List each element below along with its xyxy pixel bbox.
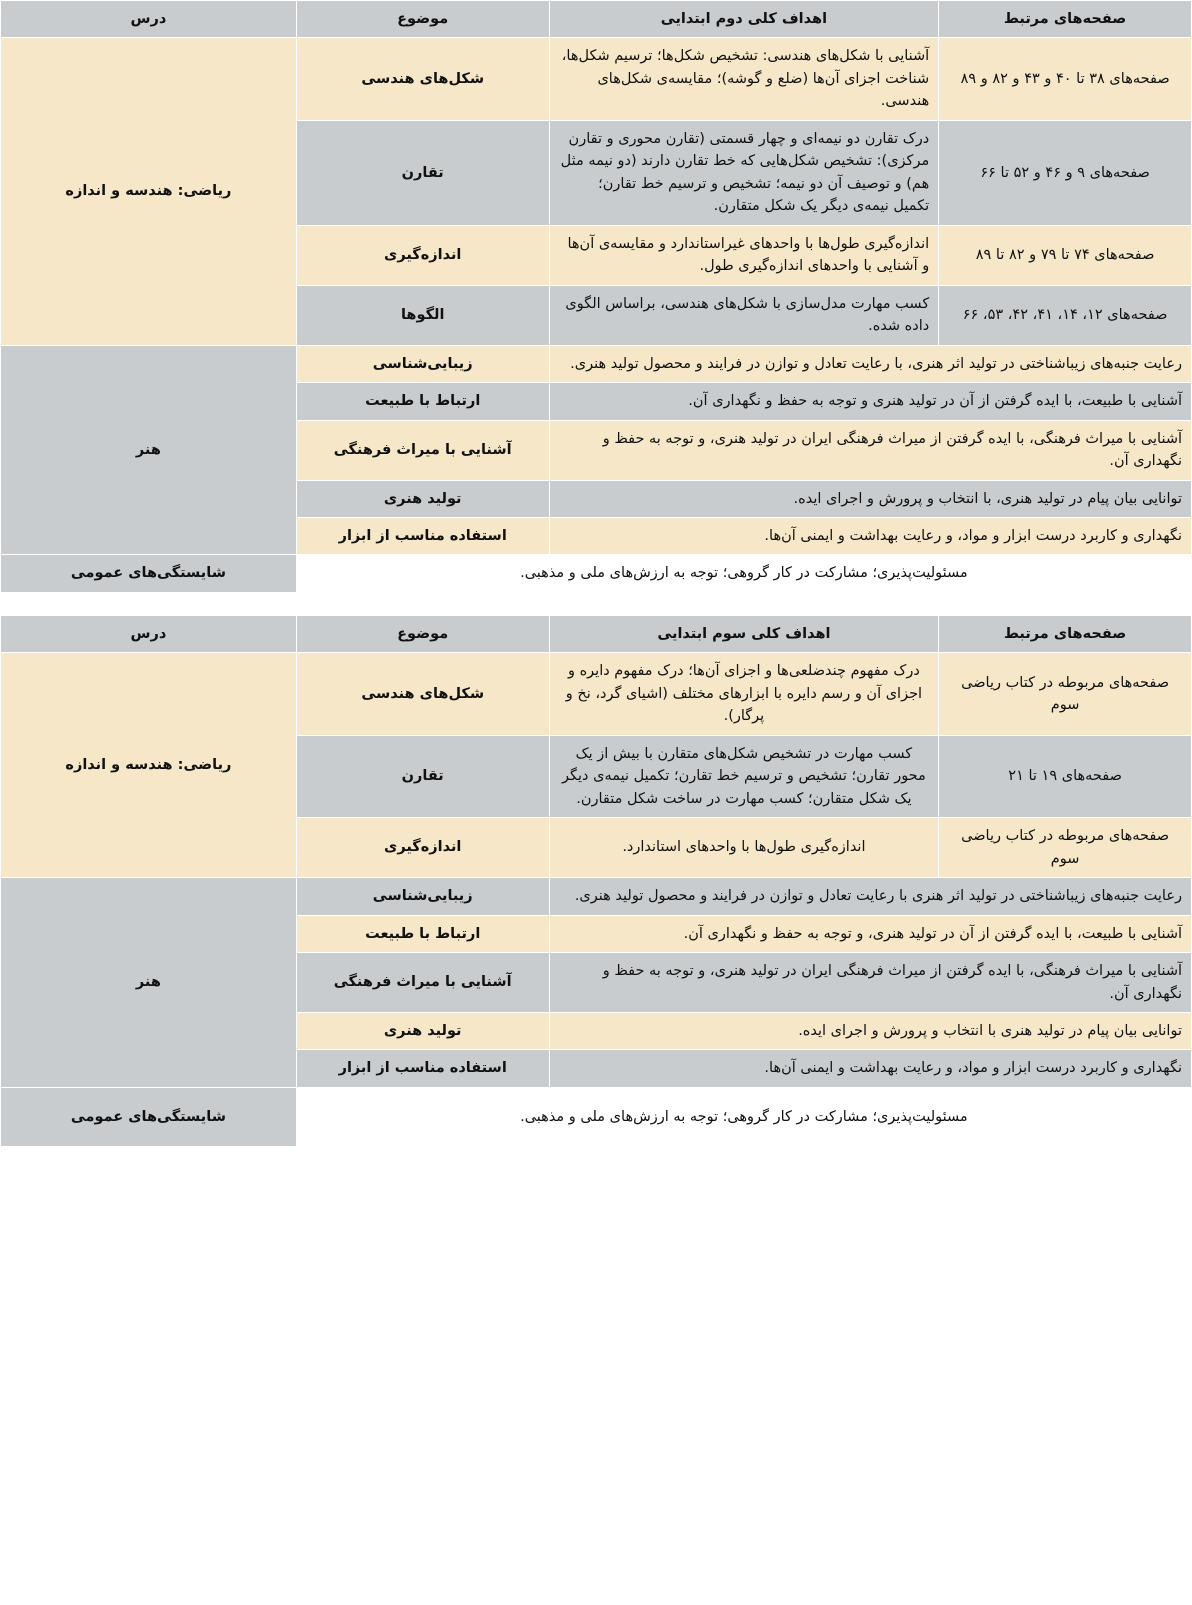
table-row (1, 38, 1192, 120)
cell-topic: اندازه‌گیری (296, 225, 549, 285)
header-goals: اهداف کلی سوم ابتدایی (549, 615, 939, 652)
table-row (1, 345, 1192, 382)
cell-goals: درک تقارن دو نیمه‌ای و چهار قسمتی (تقارن محوری و تقارن مرکزی): تشخیص شکل‌هایی که خط تقارن دارند (دو نیمه مثل هم) و توصیف آن دو نیمه؛ تشخیص و ترسیم خط تقارن؛ تکمیل نیمه‌ی دیگر یک شکل متقارن. (549, 120, 939, 225)
cell-topic: آشنایی با میراث فرهنگی (296, 953, 549, 1013)
cell-goals: آشنایی با شکل‌های هندسی: تشخیص شکل‌ها؛ ترسیم شکل‌ها، شناخت اجزای آن‌ها (ضلع و گوشه)؛ مقایسه‌ی شکل‌های هندسی. (549, 38, 939, 120)
cell-topic: زیبایی‌شناسی (296, 345, 549, 382)
competency-text: مسئولیت‌پذیری؛ مشارکت در کار گروهی؛ توجه به ارزش‌های ملی و مذهبی. (296, 1087, 1191, 1146)
cell-topic: زیبایی‌شناسی (296, 878, 549, 915)
cell-pages: صفحه‌های ۹ و ۴۶ و ۵۲ تا ۶۶ (939, 120, 1192, 225)
cell-topic: استفاده مناسب از ابزار (296, 517, 549, 554)
cell-goals: توانایی بیان پیام در تولید هنری، با انتخاب و پرورش و اجرای ایده. (549, 480, 1191, 517)
cell-topic: شکل‌های هندسی (296, 38, 549, 120)
cell-goals: اندازه‌گیری طول‌ها با واحدهای استاندارد. (549, 818, 939, 878)
competency-label: شایستگی‌های عمومی (1, 1087, 297, 1146)
table-header-row (1, 615, 1192, 652)
cell-goals: رعایت جنبه‌های زیباشناختی در تولید اثر هنری، با رعایت تعادل و توازن در فرایند و محصول تولید هنری. (549, 345, 1191, 382)
header-goals: اهداف کلی دوم ابتدایی (549, 1, 939, 38)
header-pages: صفحه‌های مرتبط (939, 1, 1192, 38)
cell-topic: تقارن (296, 735, 549, 817)
cell-topic: ارتباط با طبیعت (296, 915, 549, 952)
cell-topic: تولید هنری (296, 480, 549, 517)
table-row (1, 653, 1192, 735)
cell-lesson-math: ریاضی: هندسه و اندازه (1, 38, 297, 345)
competency-label: شایستگی‌های عمومی (1, 555, 297, 592)
cell-goals: کسب مهارت در تشخیص شکل‌های متقارن با بیش از یک محور تقارن؛ تشخیص و ترسیم خط تقارن؛ تکمیل نیمه‌ی دیگر یک شکل متقارن؛ کسب مهارت در ساخت شکل متقارن. (549, 735, 939, 817)
cell-pages: صفحه‌های مربوطه در کتاب ریاضی سوم (939, 818, 1192, 878)
cell-topic: تقارن (296, 120, 549, 225)
header-topic: موضوع (296, 1, 549, 38)
curriculum-table-grade-three (0, 615, 1192, 1148)
cell-topic: استفاده مناسب از ابزار (296, 1050, 549, 1087)
cell-topic: اندازه‌گیری (296, 818, 549, 878)
cell-topic: الگوها (296, 285, 549, 345)
table-separator (0, 593, 1192, 615)
header-lesson: درس (1, 615, 297, 652)
table-row (1, 878, 1192, 915)
cell-topic: شکل‌های هندسی (296, 653, 549, 735)
cell-topic: ارتباط با طبیعت (296, 383, 549, 420)
competency-row (1, 1087, 1192, 1146)
header-topic: موضوع (296, 615, 549, 652)
header-lesson: درس (1, 1, 297, 38)
competency-text: مسئولیت‌پذیری؛ مشارکت در کار گروهی؛ توجه به ارزش‌های ملی و مذهبی. (296, 555, 1191, 592)
cell-goals: رعایت جنبه‌های زیباشناختی در تولید اثر هنری با رعایت تعادل و توازن در فرایند و محصول تولید هنری. (549, 878, 1191, 915)
table-header-row (1, 1, 1192, 38)
cell-pages: صفحه‌های مربوطه در کتاب ریاضی سوم (939, 653, 1192, 735)
cell-goals: آشنایی با طبیعت، با ایده گرفتن از آن در تولید هنری، و توجه به حفظ و نگهداری آن. (549, 915, 1191, 952)
cell-lesson-art: هنر (1, 345, 297, 555)
header-pages: صفحه‌های مرتبط (939, 615, 1192, 652)
cell-pages: صفحه‌های ۳۸ تا ۴۰ و ۴۳ و ۸۲ و ۸۹ (939, 38, 1192, 120)
cell-goals: توانایی بیان پیام در تولید هنری با انتخاب و پرورش و اجرای ایده. (549, 1013, 1191, 1050)
cell-pages: صفحه‌های ۷۴ تا ۷۹ و ۸۲ تا ۸۹ (939, 225, 1192, 285)
cell-goals: اندازه‌گیری طول‌ها با واحدهای غیراستاندارد و مقایسه‌ی آن‌ها و آشنایی با واحدهای اندازه‌گیری طول. (549, 225, 939, 285)
cell-goals: آشنایی با میراث فرهنگی، با ایده گرفتن از میراث فرهنگی ایران در تولید هنری، و توجه به حفظ و نگهداری آن. (549, 953, 1191, 1013)
cell-pages: صفحه‌های ۱۲، ۱۴، ۴۱، ۴۲، ۵۳، ۶۶ (939, 285, 1192, 345)
cell-lesson-math: ریاضی: هندسه و اندازه (1, 653, 297, 878)
cell-goals: درک مفهوم چندضلعی‌ها و اجزای آن‌ها؛ درک مفهوم دایره و اجزای آن و رسم دایره با ابزارهای مختلف (اشیای گرد، نخ و پرگار). (549, 653, 939, 735)
curriculum-table-grade-two (0, 0, 1192, 593)
cell-goals: نگهداری و کاربرد درست ابزار و مواد، و رعایت بهداشت و ایمنی آن‌ها. (549, 517, 1191, 554)
cell-goals: نگهداری و کاربرد درست ابزار و مواد، و رعایت بهداشت و ایمنی آن‌ها. (549, 1050, 1191, 1087)
cell-goals: آشنایی با میراث فرهنگی، با ایده گرفتن از میراث فرهنگی ایران در تولید هنری، و توجه به حفظ و نگهداری آن. (549, 420, 1191, 480)
cell-pages: صفحه‌های ۱۹ تا ۲۱ (939, 735, 1192, 817)
cell-goals: آشنایی با طبیعت، با ایده گرفتن از آن در تولید هنری و توجه به حفظ و نگهداری آن. (549, 383, 1191, 420)
competency-row (1, 555, 1192, 592)
cell-goals: کسب مهارت مدل‌سازی با شکل‌های هندسی، براساس الگوی داده شده. (549, 285, 939, 345)
cell-topic: آشنایی با میراث فرهنگی (296, 420, 549, 480)
cell-topic: تولید هنری (296, 1013, 549, 1050)
cell-lesson-art: هنر (1, 878, 297, 1088)
